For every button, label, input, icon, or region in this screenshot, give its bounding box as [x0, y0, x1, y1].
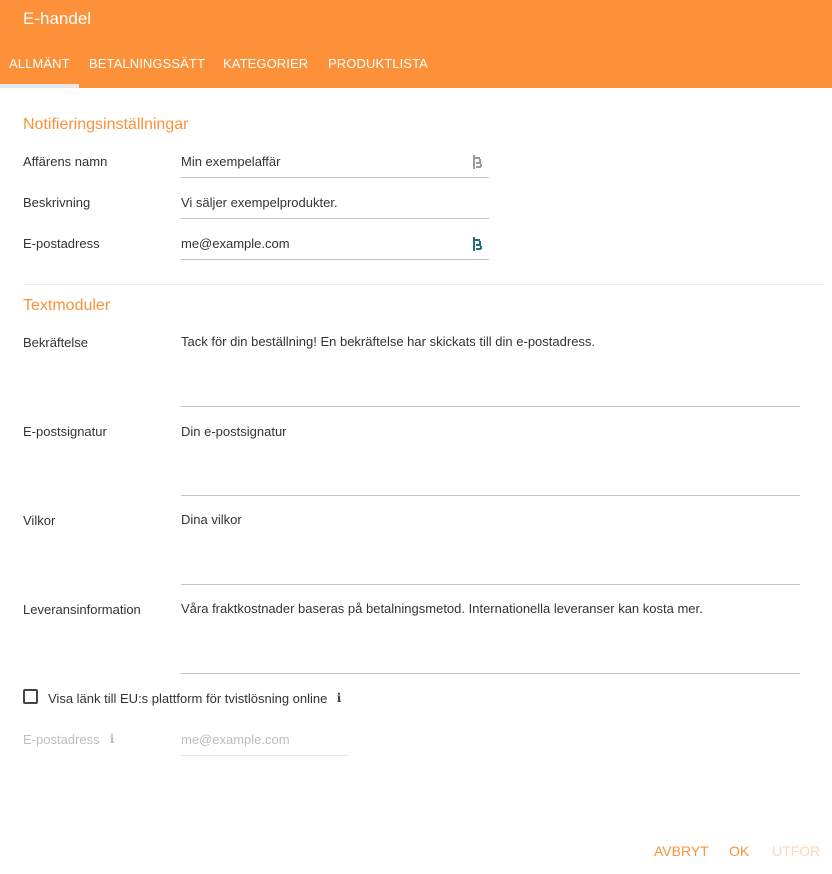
eu-email-underline [181, 755, 349, 756]
variable-picker-icon[interactable] [472, 237, 484, 251]
tab-product-list[interactable]: PRODUKTLISTA [328, 56, 428, 71]
email-signature-underline [181, 495, 800, 496]
eu-link-checkbox-label[interactable]: Visa länk till EU:s plattform för tvistlösning online [48, 691, 328, 706]
delivery-info-underline [181, 673, 800, 674]
active-tab-indicator [0, 84, 79, 88]
tab-general[interactable]: ALLMÄNT [9, 56, 70, 71]
tab-bar [0, 50, 832, 88]
confirmation-underline [181, 406, 800, 407]
confirmation-textarea[interactable]: Tack för din beställning! En bekräftelse har skickats till din e-postadress. [181, 334, 596, 349]
email-input[interactable]: me@example.com [181, 236, 290, 251]
info-icon: i [109, 732, 115, 746]
dialog-title: E-handel [23, 9, 92, 28]
shop-name-input[interactable]: Min exempelaffär [181, 154, 281, 169]
variable-picker-icon[interactable] [472, 155, 484, 169]
notifications-section-title: Notifieringsinställningar [23, 116, 189, 133]
dialog-header [0, 0, 832, 88]
description-label: Beskrivning [23, 195, 91, 210]
text-modules-section-title: Textmoduler [23, 297, 111, 314]
ok-button[interactable]: OK [729, 843, 750, 859]
delivery-info-textarea[interactable]: Våra fraktkostnader baseras på betalningsmetod. Internationella leveranser kan kosta mer. [181, 601, 703, 616]
email-underline [181, 259, 489, 260]
description-underline [181, 218, 489, 219]
tab-categories[interactable]: KATEGORIER [223, 56, 309, 71]
description-input[interactable]: Vi säljer exempelprodukter. [181, 195, 338, 210]
email-signature-textarea[interactable]: Din e-postsignatur [181, 424, 287, 439]
terms-label: Vilkor [23, 513, 56, 528]
delivery-info-label: Leveransinformation [23, 602, 141, 617]
terms-underline [181, 584, 800, 585]
eu-email-input: me@example.com [181, 732, 290, 747]
tab-payment-methods[interactable]: BETALNINGSSÄTT [89, 56, 206, 71]
cancel-button[interactable]: AVBRYT [654, 843, 709, 859]
shop-name-underline [181, 177, 489, 178]
section-divider [23, 284, 824, 285]
apply-button: UTFÖR [772, 843, 821, 859]
terms-textarea[interactable]: Dina vilkor [181, 512, 242, 527]
email-signature-label: E-postsignatur [23, 424, 107, 439]
eu-email-label: E-postadress [23, 732, 100, 747]
email-label: E-postadress [23, 236, 100, 251]
confirmation-label: Bekräftelse [23, 335, 89, 350]
shop-name-label: Affärens namn [23, 154, 108, 169]
info-icon[interactable]: i [336, 691, 342, 705]
eu-link-checkbox[interactable] [23, 689, 38, 704]
